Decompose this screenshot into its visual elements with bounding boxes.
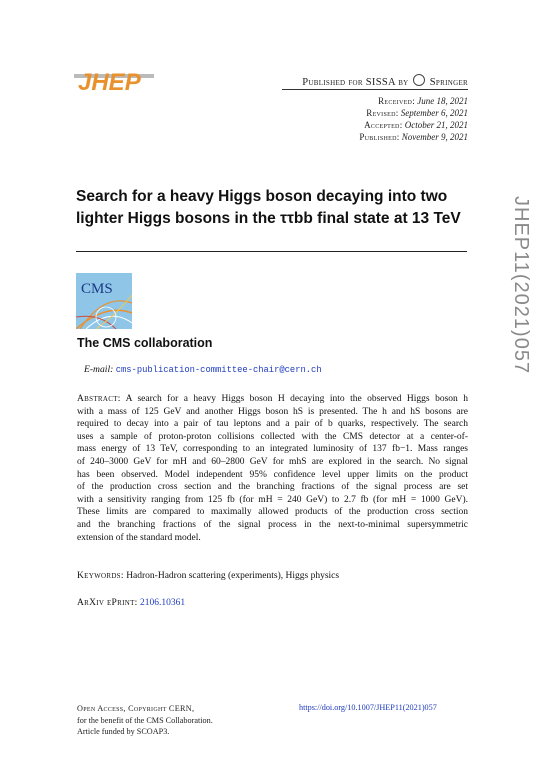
published-row: [300, 131, 468, 143]
abstract-line: and the branching fractions of the signal process in the next-to-minimal supersymmetric: [77, 519, 468, 530]
abstract-line: uses a sample of proton-proton collisions collected with the CMS detector at a center-of-: [77, 431, 468, 442]
cms-logo: [76, 273, 132, 329]
publisher-line: [282, 74, 468, 88]
email-line: [84, 364, 322, 375]
jhep-logo-text: JHEP: [78, 69, 141, 94]
publisher-name: Springer: [429, 77, 468, 88]
accepted-row: [300, 119, 468, 131]
publisher-prefix: Published for SISSA by: [302, 77, 409, 88]
open-access-note: [77, 703, 213, 738]
abstract-line: has been observed. Model independent 95% confidence level upper limits on the product: [77, 469, 468, 480]
revised-date: September 6, 2021: [400, 108, 468, 118]
side-identifier: JHEP11(2021)057: [510, 196, 532, 375]
published-date: November 9, 2021: [401, 132, 468, 142]
accepted-date: October 21, 2021: [404, 120, 468, 130]
arxiv-eprint: [77, 598, 185, 608]
publication-dates: [300, 95, 468, 143]
publisher-rule: [282, 89, 468, 90]
abstract-line: of 240–3000 GeV for mH and 60–2800 GeV for mhS are explored in the search. No signal: [77, 456, 468, 467]
cms-logo-text: CMS: [81, 281, 113, 297]
email-label: E-mail:: [84, 364, 114, 375]
abstract-text: A search for a heavy Higgs boson H decaying into the observed Higgs boson h: [125, 394, 468, 404]
accepted-label: Accepted:: [364, 120, 403, 130]
footer-line-1: Open Access, Copyright CERN,: [77, 704, 195, 713]
keywords: [77, 571, 339, 581]
received-label: Received:: [378, 96, 415, 106]
keywords-label: Keywords:: [77, 571, 124, 581]
published-label: Published:: [359, 132, 400, 142]
title-rule: [76, 251, 467, 252]
abstract-line: required to decay into a pair of tau leptons and a pair of b quarks, respectively. The search: [77, 419, 468, 430]
email-link[interactable]: cms-publication-committee-chair@cern.ch: [115, 365, 322, 375]
abstract-line: with a mass of 125 GeV and another Higgs boson hS is presented. The h and hS bosons are: [77, 406, 468, 417]
abstract-line: mass energy of 13 TeV, corresponding to an integrated luminosity of 137 fb−1. Mass ranges: [77, 444, 468, 455]
author-collaboration: The CMS collaboration: [77, 336, 213, 350]
received-date: June 18, 2021: [417, 96, 468, 106]
revised-row: [300, 107, 468, 119]
received-row: [300, 95, 468, 107]
title-line-1: Search for a heavy Higgs boson decaying into two: [76, 188, 448, 205]
footer-line-3: Article funded by SCOAP3.: [77, 727, 170, 737]
abstract: [77, 393, 468, 544]
springer-horse-icon: [413, 74, 425, 86]
title-line-2: lighter Higgs bosons in the ττbb final state at 13 TeV: [76, 210, 461, 227]
doi-link[interactable]: https://doi.org/10.1007/JHEP11(2021)057: [299, 703, 437, 712]
arxiv-label: ArXiv ePrint:: [77, 598, 138, 608]
jhep-logo: [74, 66, 154, 94]
footer-line-2: for the benefit of the CMS Collaboration.: [77, 715, 213, 725]
revised-label: Revised:: [366, 108, 399, 118]
arxiv-link[interactable]: 2106.10361: [139, 598, 186, 608]
abstract-line: extension of the standard model.: [77, 532, 201, 543]
paper-title: [76, 186, 476, 230]
abstract-line: [77, 393, 468, 406]
keywords-value: Hadron-Hadron scattering (experiments), Higgs physics: [126, 571, 340, 581]
abstract-line: These limits are compared to maximally allowed products of the production cross section: [77, 507, 468, 518]
abstract-line: with a sensitivity ranging from 125 fb (for mH = 240 GeV) to 2.7 fb (for mH = 1000 GeV).: [77, 494, 468, 505]
abstract-line: of the production cross section and the branching fractions of the signal process are set: [77, 482, 468, 493]
abstract-label: Abstract:: [77, 394, 121, 404]
